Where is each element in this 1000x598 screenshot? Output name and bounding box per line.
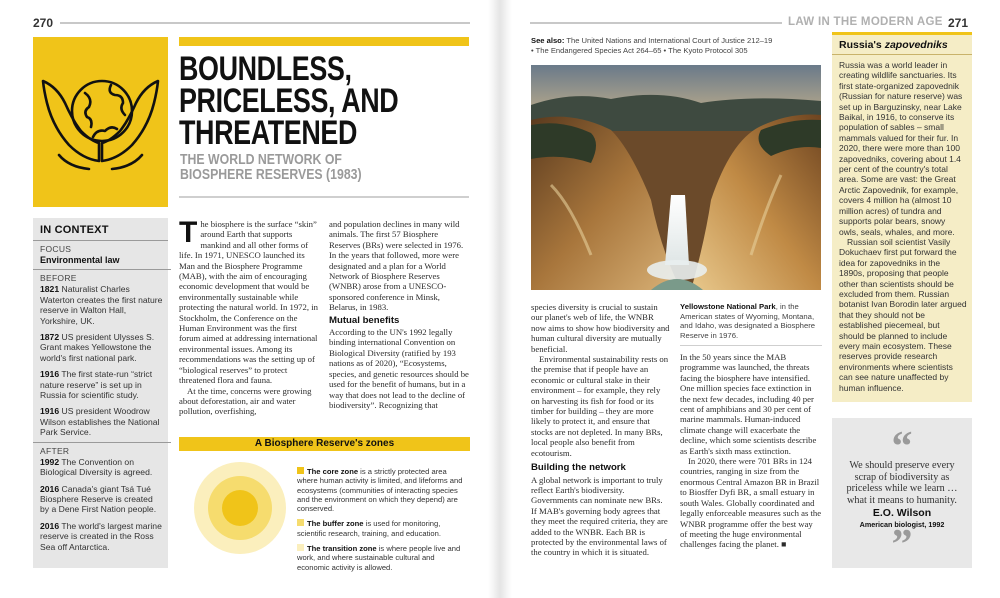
quote-author-role: American biologist, 1992 [859, 520, 945, 529]
buffer-zone-text: is used for monitoring, scientific research, training, and education. [297, 519, 441, 538]
buffer-swatch [297, 519, 304, 526]
left-header-rule [60, 22, 470, 24]
headline-rule [179, 196, 469, 198]
before-item [40, 369, 164, 400]
caption-text: , in the American states of Wyoming, Montana, and Idaho, was designated a Biosphere Reserve in 1976. [680, 302, 816, 340]
body-column-2 [329, 219, 470, 410]
paragraph: Environmental sustainability rests on the premise that if people have an economic or cultural stake in their environment – for example, they rely on harvesting its fish for food or its timber for building – they are more likely to protect it, and ensure that stocks are not depleted. In many BRs, local people also benefit from ecotourism. [531, 354, 669, 458]
zones-title-wrap [179, 433, 470, 451]
paragraph: Russia was a world leader in creating wildlife sanctuaries. Its first state-organized zapovednik (Russian for nature reserve) was set up in Barguzinsky, near Lake Baikal, in 1916, to conserve its population of sables – small mammals valued for their fur. In 2020, there were more than 100 zapovedniks, covering about 1.4 per cent of the country's total area. Some are vast: the Great Arctic Zapovednik, for example, covers 4 million ha (almost 10 million acres) of tundra and supports polar bears, snowy owls, seals, whales, and more. [839, 60, 963, 237]
right-header-rule [530, 22, 782, 24]
focus-label: FOCUS [40, 244, 72, 254]
body-column-4 [680, 352, 822, 550]
in-context-panel [33, 218, 168, 568]
zones-title: A Biosphere Reserve's zones [249, 438, 400, 449]
divider [832, 54, 972, 55]
before-item [40, 406, 164, 437]
buffer-zone-label: The buffer zone [307, 519, 364, 529]
year: 1992 [40, 456, 60, 467]
year: 1916 [40, 406, 60, 417]
after-item [40, 484, 164, 515]
running-head: LAW IN THE MODERN AGE [788, 16, 943, 28]
subtitle-line-1: THE WORLD NETWORK OF [180, 151, 342, 168]
year: 2016 [40, 520, 60, 531]
left-page-number: 270 [33, 16, 54, 30]
headline-line-3: THREATENED [179, 114, 357, 152]
paragraph: In the 50 years since the MAB programme was launched, the threats facing the biosphere have intensified. One million species face extinction in the next few decades, including 40 per cent of amphibians and 30 per cent of marine mammals. Human-induced climate change will exacerbate the decline, which some scientists describe as Earth's sixth mass extinction. [680, 352, 817, 456]
paragraph: Russian soil scientist Vasily Dokuchaev first put forward the idea for zapovedniks in the 1890s, proposing that people other than scientists should be excluded from them. Russian botanist Ivan Borodin later argued that they should not be established piecemeal, but should be planned to include every main ecosystem. These reserves provide research environments where scientists can see nature unaffected by human influence. [839, 236, 967, 393]
core-zone-item [297, 467, 469, 513]
item-text: US president Ulysses S. Grant makes Yellowstone the world's first national park. [40, 332, 155, 363]
yellowstone-photo [531, 65, 821, 290]
before-item [40, 332, 164, 363]
see-also [531, 36, 821, 56]
hands-holding-globe-icon [33, 37, 168, 207]
open-quote-icon: “ [891, 424, 913, 470]
item-text: US president Woodrow Wilson establishes the National Park Service. [40, 406, 160, 438]
body-column-3 [531, 302, 670, 558]
focus-value: Environmental law [40, 255, 120, 265]
divider [33, 442, 171, 443]
before-item [40, 284, 164, 326]
in-context-heading: IN CONTEXT [40, 224, 109, 236]
close-quote-icon: ” [891, 522, 913, 568]
section-heading: Building the network [531, 462, 626, 474]
body-column-1 [179, 216, 320, 417]
right-page-number: 271 [948, 16, 969, 30]
russia-box-title [839, 39, 948, 51]
core-swatch [297, 467, 304, 474]
core-zone-circle [222, 490, 258, 526]
year: 1916 [40, 369, 60, 380]
see-also-line-2: • The Endangered Species Act 264–65 • The Kyoto Protocol 305 [531, 46, 748, 55]
before-label: BEFORE [40, 273, 77, 284]
item-text: The first state-run “strict nature reserve” is set up in Russia for scientific study. [40, 369, 153, 401]
caption-bold: Yellowstone National Park [680, 302, 776, 311]
item-text: Naturalist Charles Waterton creates the first nature reserve in Walton Hall, Yorkshire, UK. [40, 284, 163, 326]
zones-legend [297, 467, 469, 572]
year: 1821 [40, 284, 60, 295]
divider [33, 240, 168, 241]
transition-zone-text: is where people live and work, and where sustainable cultural and economic activity is allowed. [297, 544, 461, 572]
title-prefix: Russia's [839, 39, 885, 51]
paragraph: and population declines in many wild animals. The first 57 Biosphere Reserves (BRs) were selected in 1976. In the years that followed, more were designated and a plan for a World Network of Biosphere Reserves (WNBR) arose from a UNESCO-sponsored conference in Minsk, Belarus, in 1983. [329, 219, 464, 313]
quote-author: E.O. Wilson [872, 507, 932, 519]
paragraph: species diversity is crucial to sustain our planet's web of life, the WNBR now aims to show how biodiversity and human cultural diversity are mutually beneficial. [531, 302, 670, 354]
see-also-line-1: The United Nations and International Court of Justice 212–19 [564, 36, 773, 45]
photo-caption [680, 302, 822, 340]
emblem-panel [33, 37, 168, 207]
after-label: AFTER [40, 445, 70, 456]
buffer-zone-item [297, 519, 469, 538]
paragraph: In 2020, there were 701 BRs in 124 countries, ranging in size from the enormous Central Amazon BR in Brazil to Biosffer Dyfi BR, a small estuary in south Wales. Globally coordinated and legally enforceable measures such as the WNBR programme offer the best way of meeting the huge environmental challenges facing the planet. ■ [680, 456, 822, 550]
paragraph: At the time, concerns were growing about deforestation, air and water pollution, overfishing, [179, 385, 312, 417]
transition-swatch [297, 544, 304, 551]
item-text: The world's largest marine reserve is created in the Ross Sea off Antarctica. [40, 520, 162, 552]
transition-zone-label: The transition zone [307, 544, 377, 554]
russia-zapovedniks-box [832, 32, 972, 402]
divider [33, 269, 171, 270]
paragraph: According to the UN's 1992 legally binding international Convention on Biological Diversity (ratified by 193 nations as of 2020), “Ecosystems, species, and genetic resources should be used for the benefit of humans, but in a way that does not lead to the decline of biodiversity”. Recognizing that [329, 327, 469, 410]
after-item [40, 521, 164, 552]
transition-zone-item [297, 544, 469, 572]
photo-illustration [531, 65, 821, 290]
subtitle-line-2: BIOSPHERE RESERVES (1983) [180, 166, 362, 183]
book-gutter [488, 0, 512, 598]
year: 1872 [40, 332, 60, 343]
quote-box [832, 418, 972, 568]
section-heading: Mutual benefits [329, 314, 400, 326]
russia-box-body [839, 60, 967, 393]
item-text: The Convention on Biological Diversity is agreed. [40, 456, 153, 478]
headline-bar [179, 37, 469, 46]
core-zone-text: is a strictly protected area where human activity is limited, and lifeforms and ecosystems (communities of interacting species and the environment on which they depend) are conserved. [297, 467, 463, 514]
quote-text: We should preserve every scrap of biodiversity as priceless while we learn … what it means to humanity. [846, 460, 958, 506]
drop-cap: T [179, 216, 198, 249]
title-italic: zapovedniks [884, 39, 948, 51]
see-also-label: See also: [531, 36, 565, 45]
paragraph: A global network is important to truly reflect Earth's biodiversity. Governments can nominate new BRs. If MAB's governing body agrees that they meet the required criteria, they are added to the WNBR. Each BR is protected by the environmental laws of the country in which it is situated. [531, 474, 668, 558]
item-text: Canada's giant Tsá Tué Biosphere Reserve is created by a Dene First Nation people. [40, 483, 157, 515]
caption-rule [680, 345, 822, 346]
headline-line-1: BOUNDLESS, [179, 50, 352, 88]
year: 2016 [40, 483, 60, 494]
core-zone-label: The core zone [307, 467, 359, 476]
zones-diagram [190, 458, 290, 558]
headline-line-2: PRICELESS, AND [179, 82, 399, 120]
after-item [40, 457, 164, 478]
paragraph: he biosphere is the surface “skin” around Earth that supports mankind and all other forms of life. In 1971, UNESCO launched its Man and the Biosphere Programme (MAB), with the aim of encouraging economic development that would be environmentally sustainable while protecting the natural world. In 1972, in Stockholm, the Conference on the Human Environment was the first forum aimed at addressing international environmental issues. Among its recommendations was the setting up of “biological reserves” to protect threatened flora and fauna. [179, 219, 318, 386]
context-list [40, 244, 164, 552]
